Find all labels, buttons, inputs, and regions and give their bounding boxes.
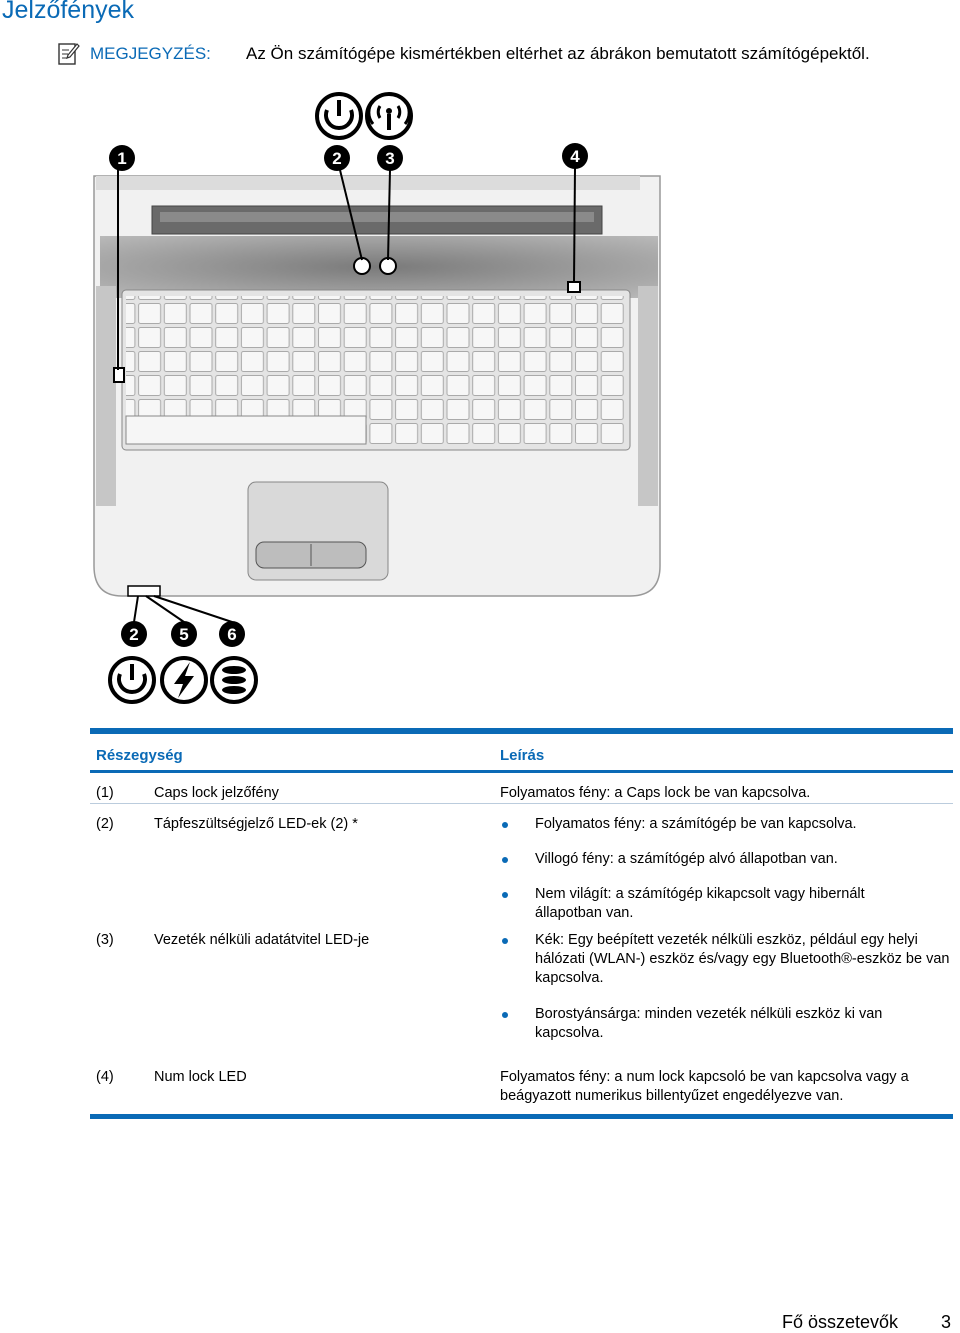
wireless-icon xyxy=(367,94,411,138)
table-row: (4) Num lock LED Folyamatos fény: a num lock kapcsoló be van kapcsolva vagy a beágyazott numerikus billentyűzet engedélyezve van. xyxy=(96,1069,909,1104)
table-header xyxy=(90,734,953,770)
footer-page-number: 3 xyxy=(941,1312,952,1332)
indicator-table xyxy=(90,728,953,1119)
bullet xyxy=(502,938,508,944)
laptop-figure xyxy=(60,86,700,710)
note-pencil-icon xyxy=(58,42,80,66)
note-text: Az Ön számítógépe kismértékben eltérhet az ábrákon bemutatott számítógépektől. xyxy=(246,44,870,63)
power-icon xyxy=(317,94,361,138)
header-desc: Leírás xyxy=(500,747,545,764)
charge-bolt-icon xyxy=(162,658,206,702)
callout-bottom-2 xyxy=(121,621,147,647)
callout-bottom-6 xyxy=(219,621,245,647)
callout-bottom-5 xyxy=(171,621,197,647)
svg-text:3: 3 xyxy=(385,149,395,168)
power-icon xyxy=(110,658,154,702)
table-bottom-rule xyxy=(90,1114,953,1119)
table-row: (1) Caps lock jelzőfény Folyamatos fény: a Caps lock be van kapcsolva. xyxy=(96,785,811,801)
svg-text:6: 6 xyxy=(227,625,237,644)
note-label: MEGJEGYZÉS: xyxy=(90,44,211,63)
svg-text:2: 2 xyxy=(129,625,139,644)
bullet xyxy=(502,822,508,828)
bullet xyxy=(502,857,508,863)
svg-text:4: 4 xyxy=(570,147,580,166)
svg-text:2: 2 xyxy=(332,149,342,168)
bullet xyxy=(502,1012,508,1018)
bullet xyxy=(502,892,508,898)
table-row: (3) Vezeték nélküli adatátvitel LED-je Kék: Egy beépített vezeték nélküli eszköz, például egy helyi hálózati (WLAN-) eszköz és/vagy egy Bluetooth®-eszköz be van kapcsolva. Borostyánsárga: minden vezeték nélküli eszköz ki van kapcsolva. xyxy=(96,932,950,1041)
svg-text:1: 1 xyxy=(117,149,127,168)
footer-section: Fő összetevők xyxy=(782,1312,899,1332)
svg-text:5: 5 xyxy=(179,625,189,644)
header-part: Részegység xyxy=(96,747,183,764)
page-title: Jelzőfények xyxy=(2,0,135,24)
drive-stack-icon xyxy=(212,658,256,702)
table-row: (2) Tápfeszültségjelző LED-ek (2) * Folyamatos fény: a számítógép be van kapcsolva. Villogó fény: a számítógép alvó állapotban van. Nem világít: a számítógép kikapcsolt vagy hibernált állapotban van. xyxy=(96,816,865,921)
